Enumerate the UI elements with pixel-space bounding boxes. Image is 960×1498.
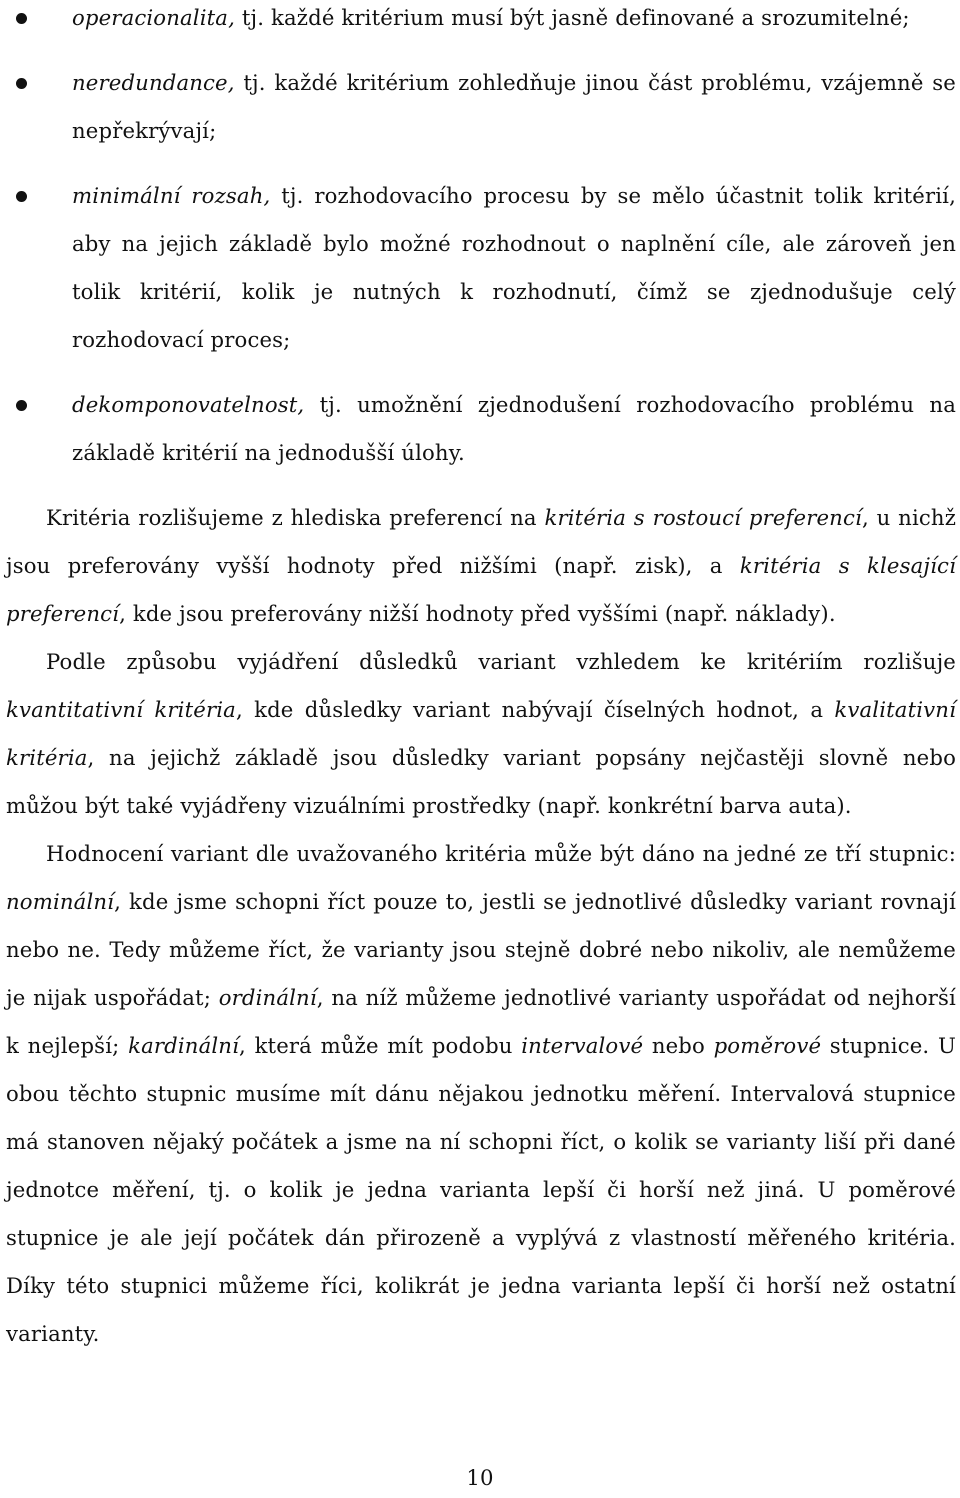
list-item-text: tj. každé kritérium zohledňuje jinou část problému, vzájemně se nepřekrývají; xyxy=(72,70,956,143)
paragraph-text: , kde jsou preferovány nižší hodnoty před vyššími (např. náklady). xyxy=(119,601,836,626)
emphasis-term: kritéria s klesající preferencí xyxy=(6,553,956,626)
emphasis-term: ordinální xyxy=(218,985,317,1010)
bullet-icon xyxy=(16,400,27,411)
page-number: 10 xyxy=(466,1465,494,1490)
emphasis-term: nominální xyxy=(6,889,115,914)
paragraph-text: , kde jsme schopni říct pouze to, jestli se jednotlivé důsledky variant rovnají nebo ne. Tedy můžeme říct, že varianty jsou stejně dobré nebo nikoliv, ale nemůžeme je nijak uspořádat; xyxy=(6,889,956,1010)
list-item-term: minimální rozsah, xyxy=(72,183,271,208)
emphasis-term: kritéria s rostoucí preferencí xyxy=(544,505,862,530)
emphasis-term: kardinální xyxy=(128,1033,240,1058)
list-item xyxy=(6,172,956,364)
bullet-icon xyxy=(16,13,27,24)
document-page xyxy=(6,0,956,1358)
paragraph-quantitative-qualitative xyxy=(6,638,956,830)
paragraph-text: , u nichž jsou preferovány vyšší hodnoty před nižšími (např. zisk), a xyxy=(6,505,957,578)
paragraph-text: Kritéria rozlišujeme z hlediska preferencí na xyxy=(46,505,545,530)
list-item xyxy=(6,59,956,155)
paragraph-text: , kde důsledky variant nabývají číselných hodnot, a xyxy=(235,697,835,722)
paragraph-text: stupnice. U obou těchto stupnic musíme mít dánu nějakou jednotku měření. Intervalová stupnice má stanoven nějaký počátek a jsme na ní schopni říct, o kolik se varianty liší při dané jednotce měření, tj. o kolik je jedna varianta lepší či horší než jiná. U poměrové stupnice je ale její počátek dán přirozeně a vyplývá z vlastností měřeného kritéria. Díky této stupnici můžeme říci, kolikrát je jedna varianta lepší či horší než ostatní varianty. xyxy=(6,1033,956,1346)
list-item-text: tj. každé kritérium musí být jasně definované a srozumitelné; xyxy=(234,5,910,30)
bullet-icon xyxy=(16,191,27,202)
bullet-icon xyxy=(16,78,27,89)
paragraph-text: Hodnocení variant dle uvažovaného kritéria může být dáno na jedné ze tří stupnic: xyxy=(46,841,956,866)
list-item-term: neredundance, xyxy=(72,70,235,95)
list-item-term: dekomponovatelnost, xyxy=(72,392,305,417)
emphasis-term: poměrové xyxy=(713,1033,822,1058)
emphasis-term: kvantitativní kritéria xyxy=(6,697,236,722)
list-item xyxy=(6,0,956,42)
paragraph-preference-criteria xyxy=(6,494,956,638)
paragraph-text: , na jejichž základě jsou důsledky variant popsány nejčastěji slovně nebo můžou být také vyjádřeny vizuálními prostředky (např. konkrétní barva auta). xyxy=(6,745,956,818)
emphasis-term: intervalové xyxy=(521,1033,644,1058)
list-item-term: operacionalita, xyxy=(72,5,235,30)
paragraph-text: , na níž můžeme jednotlivé varianty uspořádat od nejhorší k nejlepší; xyxy=(6,985,956,1058)
list-item-text: tj. rozhodovacího procesu by se mělo účastnit tolik kritérií, aby na jejich základě bylo možné rozhodnout o naplnění cíle, ale zároveň jen tolik kritérií, kolik je nutných k rozhodnutí, čímž se zjednodušuje celý rozhodovací proces; xyxy=(72,183,956,352)
criteria-requirements-list xyxy=(6,0,956,477)
paragraph-text: Podle způsobu vyjádření důsledků variant vzhledem ke kritériím rozlišuje xyxy=(46,649,956,674)
paragraph-measurement-scales xyxy=(6,830,956,1358)
list-item-text: tj. umožnění zjednodušení rozhodovacího problému na základě kritérií na jednodušší úlohy. xyxy=(72,392,956,465)
paragraph-text: nebo xyxy=(643,1033,714,1058)
list-item xyxy=(6,381,956,477)
emphasis-term: kvalitativní kritéria xyxy=(6,697,956,770)
paragraph-text: , která může mít podobu xyxy=(239,1033,522,1058)
